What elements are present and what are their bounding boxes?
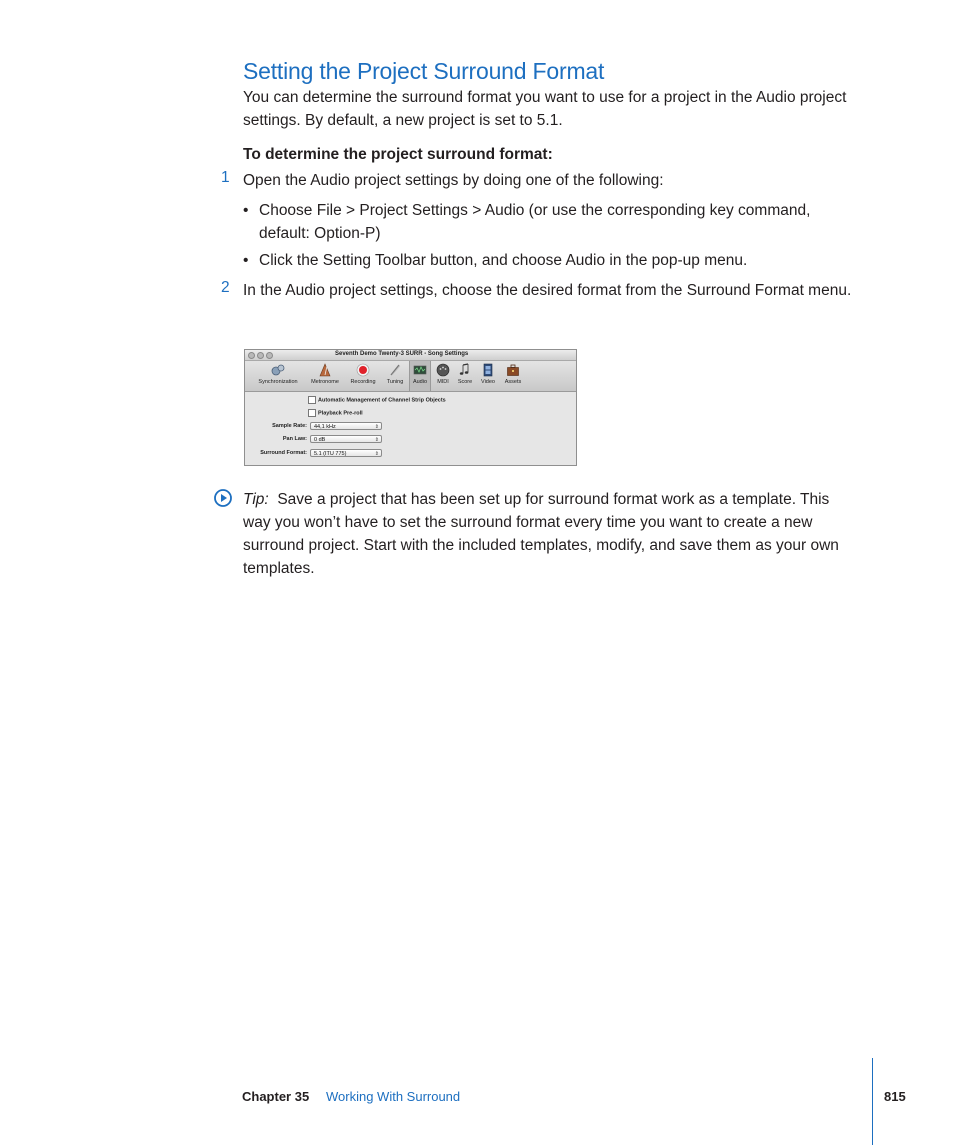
step-number: 2 [221,279,230,296]
popup-value: 44,1 kHz [314,424,336,430]
intro-paragraph: You can determine the surround format you want to use for a project in the Audio project settings. By default, a new project is set to 5.1. [243,89,847,129]
popup-value: 5.1 (ITU 775) [314,451,347,457]
popup-arrows-icon: ⇕ [374,424,379,430]
toolbar-tuning[interactable] [383,363,407,385]
toolbar-label: Score [457,379,473,385]
video-icon [481,363,495,377]
bullet-item [243,199,853,247]
bullet-marker: • [243,252,249,269]
footer-chapter: Chapter 35 [242,1089,310,1104]
checkbox[interactable] [308,396,316,404]
bullet-item [243,249,853,273]
toolbar-recording[interactable] [345,363,381,385]
toolbar-midi[interactable] [433,363,453,385]
toolbar-label: MIDI [437,379,449,385]
window-controls [248,352,273,359]
checkbox-label: Playback Pre-roll [318,410,363,417]
window-titlebar [245,350,576,361]
procedure-title: To determine the project surround format: [243,146,553,163]
toolbar-metronome[interactable] [307,363,343,385]
popup-value: 0 dB [314,437,326,443]
audio-icon [413,363,427,377]
toolbar-label: Synchronization [258,379,298,385]
pan-law-popup[interactable] [310,435,382,443]
toolbar-synchronization[interactable] [251,363,305,385]
audio-settings-pane [245,392,576,466]
toolbar-label: Audio [412,379,428,385]
checkbox[interactable] [308,409,316,417]
bullet-text: Click the Setting Toolbar button, and choose Audio in the pop-up menu. [259,252,748,269]
popup-arrows-icon: ⇕ [374,451,379,457]
section-heading: Setting the Project Surround Format [243,58,605,84]
toolbar-assets[interactable] [500,363,526,385]
sample-rate-popup[interactable] [310,422,382,430]
tip-paragraph [243,488,855,580]
toolbar-label: Metronome [311,379,339,385]
song-settings-screenshot [244,349,577,466]
playback-preroll-option[interactable] [308,409,363,417]
synchronization-icon [271,363,285,377]
checkbox-label: Automatic Management of Channel Strip Objects [318,397,446,404]
bullet-marker: • [243,202,249,219]
toolbar-audio[interactable] [409,361,431,391]
score-icon [458,363,472,377]
channel-strip-option[interactable] [308,396,446,404]
tip-arrow-icon [214,489,232,507]
footer-divider [872,1058,873,1145]
popup-arrows-icon: ⇕ [374,437,379,443]
step-number: 1 [221,169,230,186]
window-title: Seventh Demo Twenty-3 SURR - Song Settings [335,351,469,357]
recording-icon [356,363,370,377]
tuning-icon [388,363,402,377]
close-window-button[interactable] [248,352,255,359]
step-text: Open the Audio project settings by doing one of the following: [243,172,664,189]
toolbar-label: Assets [504,379,522,385]
midi-icon [436,363,450,377]
tip-lead: Tip: [243,491,269,508]
assets-icon [506,363,520,377]
page-number: 815 [884,1089,906,1104]
toolbar-label: Video [481,379,495,385]
toolbar-score[interactable] [454,363,476,385]
surround-format-label: Surround Format: [260,450,307,456]
toolbar-label: Tuning [386,379,404,385]
pan-law-label: Pan Law: [282,436,307,442]
zoom-window-button[interactable] [266,352,273,359]
tip-text: Save a project that has been set up for surround format work as a template. This way you won’t have to set the surround format every time you want to create a new surround project. Start with the included templates, modify, and save them as your own templates. [243,491,839,577]
sample-rate-label: Sample Rate: [272,423,307,429]
metronome-icon [318,363,332,377]
surround-format-popup[interactable] [310,449,382,457]
settings-toolbar [245,361,576,392]
bullet-text: Choose File > Project Settings > Audio (or use the corresponding key command, default: Option-P) [259,202,811,242]
footer-chapter-title: Working With Surround [326,1089,461,1104]
toolbar-label: Recording [350,379,376,385]
minimize-window-button[interactable] [257,352,264,359]
toolbar-video[interactable] [477,363,499,385]
step-text: In the Audio project settings, choose the desired format from the Surround Format menu. [243,282,852,299]
